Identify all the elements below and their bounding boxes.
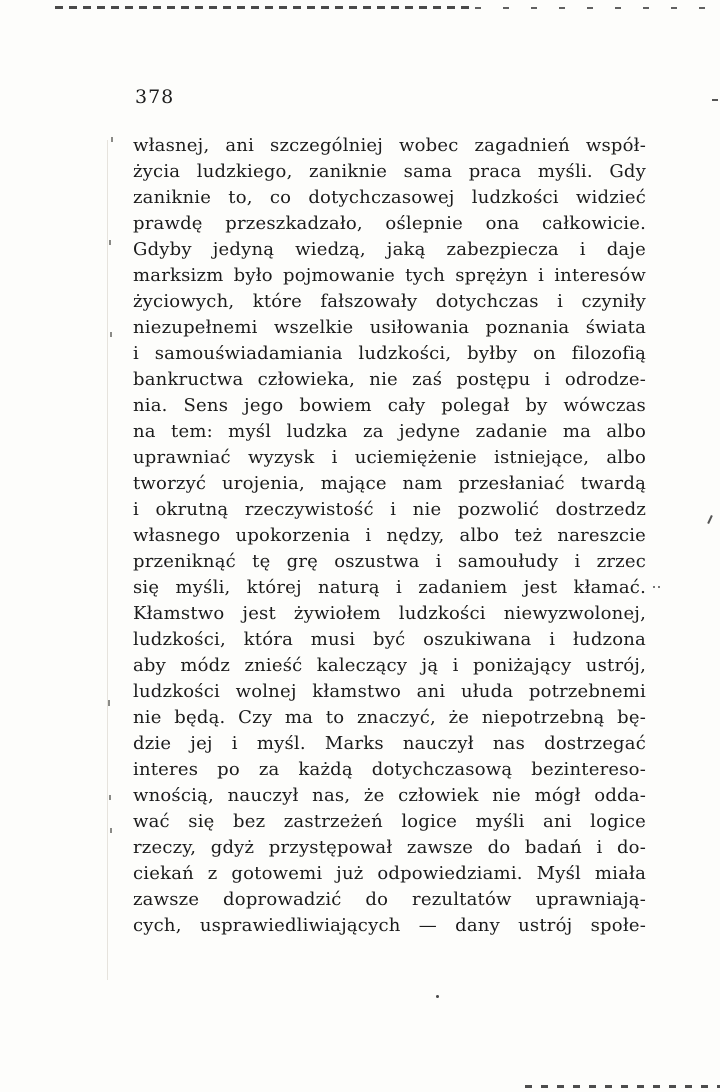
text-line: Kłamstwo jest żywiołem ludzkości niewyzwolonej,	[133, 603, 646, 624]
scan-speck	[110, 332, 112, 337]
text-line: i samouświadamiania ludzkości, byłby on filozofią	[133, 343, 646, 364]
page-number: 378	[135, 86, 175, 108]
text-line: ludzkości wolnej kłamstwo ani ułuda potrzebnemi	[133, 681, 646, 702]
text-line: prawdę przeszkadzało, oślepnie ona całkowicie.	[133, 213, 646, 234]
text-line: wnością, nauczył nas, że człowiek nie mógł odda-	[133, 785, 646, 806]
text-line: rzeczy, gdyż przystępował zawsze do badań i do-	[133, 837, 646, 858]
scan-speck	[436, 995, 439, 998]
text-line: uprawniać wyzysk i uciemiężenie istniejące, albo	[133, 447, 646, 468]
scan-speck	[110, 828, 112, 833]
text-line: ludzkości, która musi być oszukiwana i łudzona	[133, 629, 646, 650]
text-line: własnego upokorzenia i nędzy, albo też nareszcie	[133, 525, 646, 546]
scan-speck	[109, 240, 111, 245]
text-line: życiowych, które fałszowały dotychczas i czyniły	[133, 291, 646, 312]
text-line: na tem: myśl ludzka za jedyne zadanie ma albo	[133, 421, 646, 442]
text-line: własnej, ani szczególniej wobec zagadnień współ-	[133, 135, 646, 156]
text-line: nie będą. Czy ma to znaczyć, że niepotrzebną bę-	[133, 707, 646, 728]
text-line: zaniknie to, co dotychczasowej ludzkości widzieć	[133, 187, 646, 208]
text-line: nia. Sens jego bowiem cały polegał by wówczas	[133, 395, 646, 416]
text-line: się myśli, której naturą i zadaniem jest kłamać.	[133, 577, 646, 598]
text-line: Gdyby jedyną wiedzą, jaką zabezpiecza i daje	[133, 239, 646, 260]
scan-speck	[712, 99, 718, 101]
scan-speck	[108, 700, 110, 706]
text-line: aby módz znieść kaleczący ją i poniżający ustrój,	[133, 655, 646, 676]
text-line: zawsze doprowadzić do rezultatów uprawniają-	[133, 889, 646, 910]
scan-speck	[707, 515, 713, 524]
text-line: bankructwa człowieka, nie zaś postępu i odrodze-	[133, 369, 646, 390]
text-line: przeniknąć tę grę oszustwa i samoułudy i zrzec	[133, 551, 646, 572]
text-line: życia ludzkiego, zaniknie sama praca myśli. Gdy	[133, 161, 646, 182]
scan-artifact-top-right	[475, 7, 710, 9]
scan-artifact-left-rule	[107, 140, 108, 980]
text-line: dzie jej i myśl. Marks nauczył nas dostrzegać	[133, 733, 646, 754]
text-line: niezupełnemi wszelkie usiłowania poznania świata	[133, 317, 646, 338]
text-line: cych, usprawiedliwiających — dany ustrój społe-	[133, 915, 646, 936]
text-line: ciekań z gotowemi już odpowiedziami. Myśl miała	[133, 863, 646, 884]
text-block	[133, 133, 646, 939]
scan-artifact-bottom	[525, 1085, 720, 1088]
text-line: wać się bez zastrzeżeń logice myśli ani logice	[133, 811, 646, 832]
scan-artifact-top-left	[55, 6, 475, 9]
text-line: marksizm było pojmowanie tych sprężyn i interesów	[133, 265, 646, 286]
text-line: interes po za każdą dotychczasową bezintereso-	[133, 759, 646, 780]
scan-speck	[653, 586, 661, 588]
text-line: tworzyć urojenia, mające nam przesłaniać twardą	[133, 473, 646, 494]
text-line: i okrutną rzeczywistość i nie pozwolić dostrzedz	[133, 499, 646, 520]
scan-speck	[109, 795, 111, 800]
scan-speck	[111, 137, 113, 142]
